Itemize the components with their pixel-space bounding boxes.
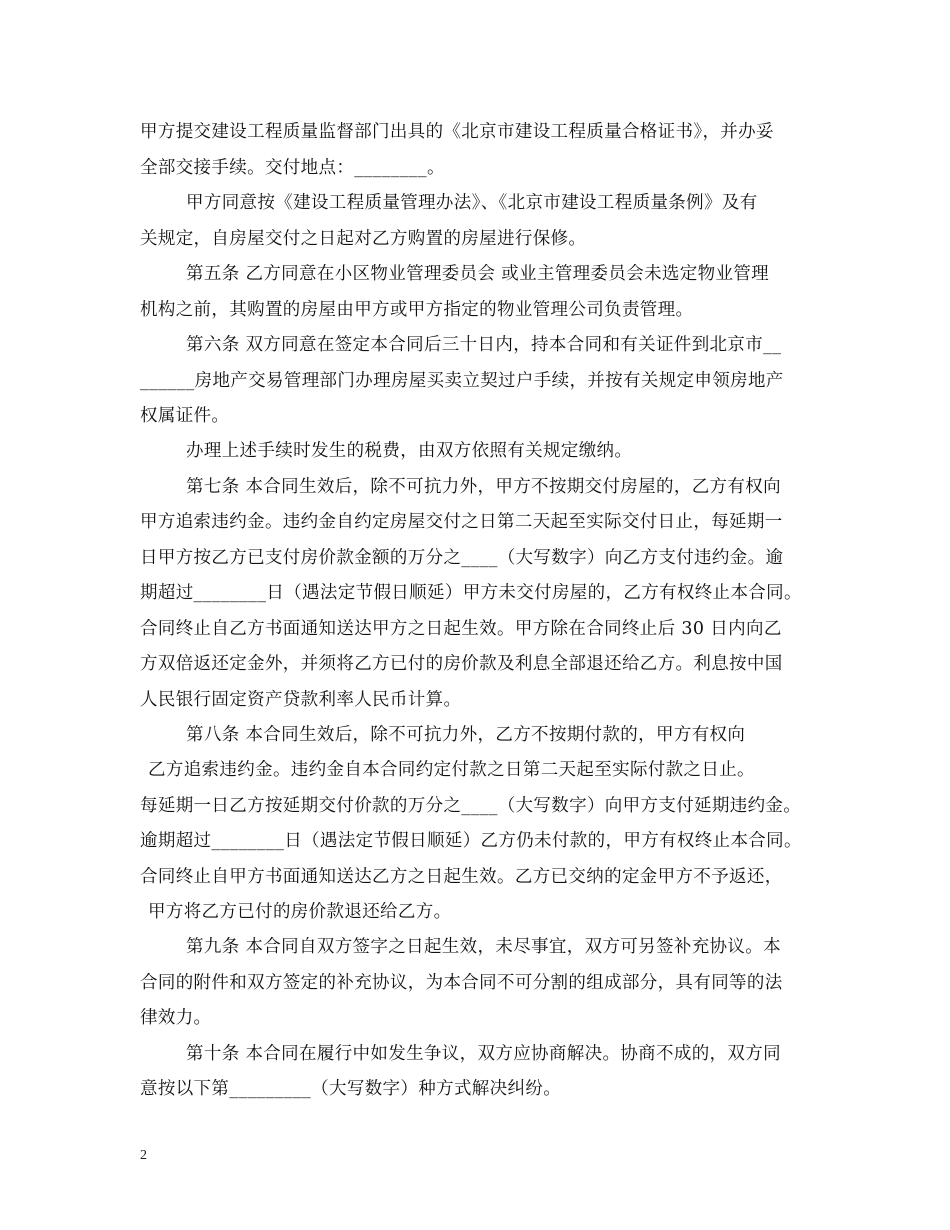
text-line: 方双倍返还定金外，并须将乙方已付的房价款及利息全部退还给乙方。利息按中国 [140,654,783,674]
page-number: 2 [140,1148,147,1163]
text-line: ______房地产交易管理部门办理房屋买卖立契过户手续，并按有关规定申领房地产 [140,371,784,391]
text-line: 人民银行固定资产贷款利率人民币计算。 [140,690,462,710]
text-line: 甲方追索违约金。违约金自约定房屋交付之日第二天起至实际交付日止，每延期一 [140,512,783,532]
text-line: 日甲方按乙方已支付房价款金额的万分之____（大写数字）向乙方支付违约金。逾 [140,548,784,568]
text-line: 律效力。 [140,1008,212,1028]
text-line: 意按以下第_________（大写数字）种方式解决纠纷。 [140,1079,562,1099]
text-line: 权属证件。 [140,406,230,426]
text-line: 合同终止自乙方书面通知送达甲方之日起生效。甲方除在合同终止后 30 日内向乙 [140,619,782,639]
article-10-line: 第十条 本合同在履行中如发生争议，双方应协商解决。协商不成的，双方同 [186,1044,781,1064]
text-line: 乙方追索违约金。违约金自本合同约定付款之日第二天起至实际付款之日止。 [148,760,755,780]
text-line: 每延期一日乙方按延期交付价款的万分之____（大写数字）向甲方支付延期违约金。 [140,796,802,816]
text-line: 甲方同意按《建设工程质量管理办法》、《北京市建设工程质量条例》及有 [186,193,758,213]
text-line: 关规定，自房屋交付之日起对乙方购置的房屋进行保修。 [140,229,587,249]
text-line: 期超过________日（遇法定节假日顺延）甲方未交付房屋的，乙方有权终止本合同。 [140,583,802,603]
text-line: 甲方提交建设工程质量监督部门出具的《北京市建设工程质量合格证书》，并办妥 [140,122,774,142]
article-5-line: 第五条 乙方同意在小区物业管理委员会 或业主管理委员会未选定物业管理 [186,264,770,284]
text-line: 合同终止自甲方书面通知送达乙方之日起生效。乙方已交纳的定金甲方不予返还， [140,867,783,887]
text-line: 办理上述手续时发生的税费，由双方依照有关规定缴纳。 [186,441,633,461]
article-9-line: 第九条 本合同自双方签字之日起生效，未尽事宜，双方可另签补充协议。本 [186,937,781,957]
text-line: 合同的附件和双方签定的补充协议，为本合同不可分割的组成部分，具有同等的法 [140,973,783,993]
article-7-line: 第七条 本合同生效后，除不可抗力外，甲方不按期交付房屋的，乙方有权向 [186,477,781,497]
text-line: 甲方将乙方已付的房价款退还给乙方。 [148,902,452,922]
article-8-line: 第八条 本合同生效后，除不可抗力外，乙方不按期付款的，甲方有权向 [186,725,746,745]
text-line: 全部交接手续。交付地点：________。 [140,158,445,178]
text-line: 机构之前，其购置的房屋由甲方或甲方指定的物业管理公司负责管理。 [140,300,694,320]
article-6-line: 第六条 双方同意在签定本合同后三十日内，持本合同和有关证件到北京市__ [186,335,782,355]
text-line: 逾期超过________日（遇法定节假日顺延）乙方仍未付款的，甲方有权终止本合同。 [140,831,802,851]
